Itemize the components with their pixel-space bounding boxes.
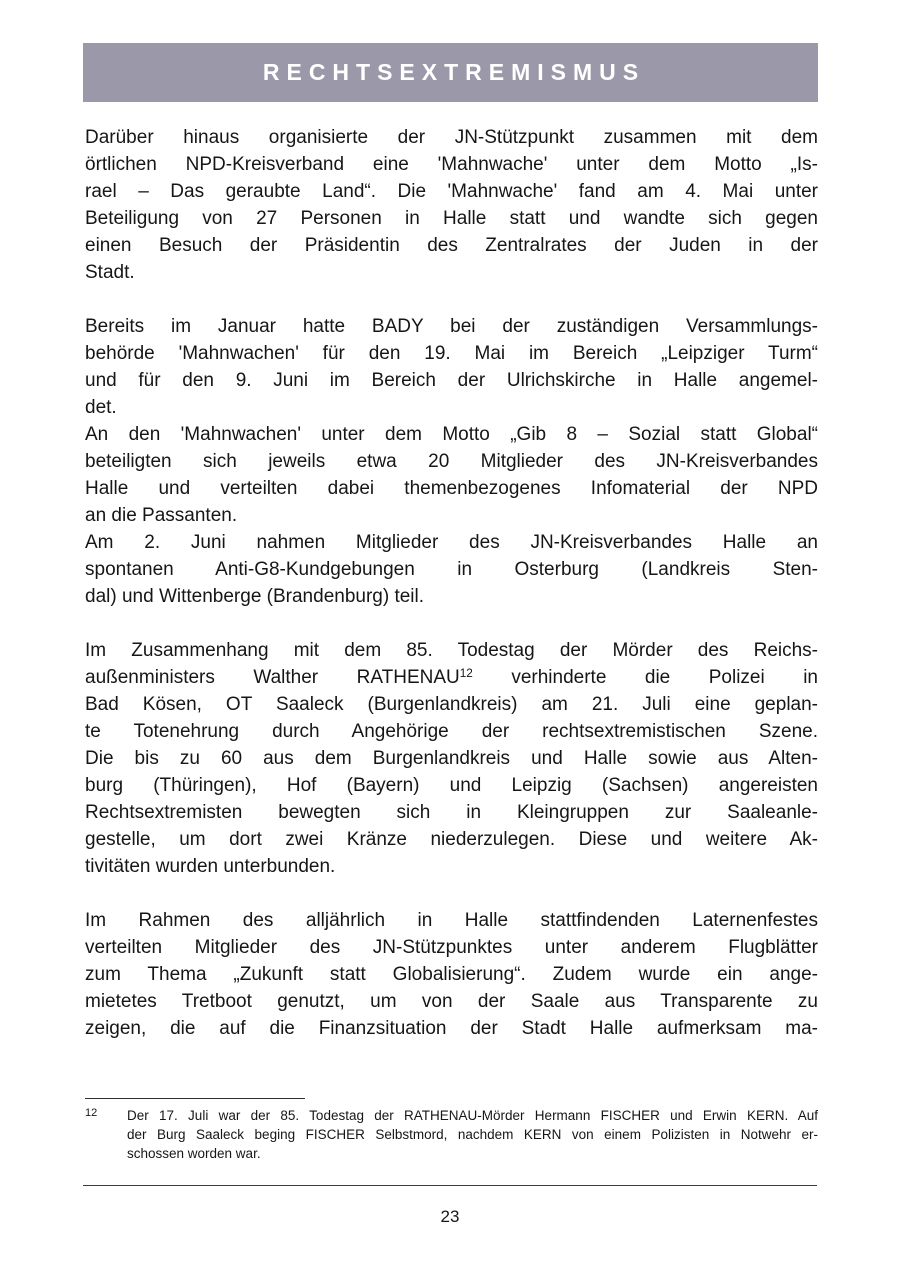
text-line: Rechtsextremisten bewegten sich in Kleingruppen zur Saaleanle- bbox=[85, 802, 818, 823]
text-line: schossen worden war. bbox=[127, 1146, 261, 1161]
text-line: tivitäten wurden unterbunden. bbox=[85, 856, 336, 877]
section-title: RECHTSEXTREMISMUS bbox=[262, 59, 646, 85]
text-line: gestelle, um dort zwei Kränze niederzulegen. Diese und weitere Ak- bbox=[85, 829, 818, 850]
footnote-number: 12 bbox=[85, 1107, 98, 1119]
footnote-area bbox=[85, 1098, 818, 1163]
text-line: mietetes Tretboot genutzt, um von der Saale aus Transparente zu bbox=[85, 991, 818, 1012]
text-line: te Totenehrung durch Angehörige der rechtsextremistischen Szene. bbox=[85, 721, 818, 742]
text-line: Stadt. bbox=[85, 262, 135, 283]
text-line: An den 'Mahnwachen' unter dem Motto „Gib 8 – Sozial statt Global“ bbox=[85, 424, 818, 445]
text-line: burg (Thüringen), Hof (Bayern) und Leipzig (Sachsen) angereisten bbox=[85, 775, 818, 796]
footnote-divider bbox=[85, 1098, 305, 1099]
paragraph bbox=[85, 907, 818, 1042]
text-line: an die Passanten. bbox=[85, 505, 238, 526]
text-line: Der 17. Juli war der 85. Todestag der RATHENAU-Mörder Hermann FISCHER und Erwin KERN. Auf bbox=[127, 1108, 818, 1123]
text-line: Beteiligung von 27 Personen in Halle statt und wandte sich gegen bbox=[85, 208, 818, 229]
text-line: Die bis zu 60 aus dem Burgenlandkreis und Halle sowie aus Alten- bbox=[85, 748, 818, 769]
text-line: zum Thema „Zukunft statt Globalisierung“. Zudem wurde ein ange- bbox=[85, 964, 818, 985]
text-line: örtlichen NPD-Kreisverband eine 'Mahnwache' unter dem Motto „Is- bbox=[85, 154, 818, 175]
text-line: Bad Kösen, OT Saaleck (Burgenlandkreis) am 21. Juli eine geplan- bbox=[85, 694, 818, 715]
text-line: Im Rahmen des alljährlich in Halle stattfindenden Laternenfestes bbox=[85, 910, 818, 931]
footnote-text bbox=[127, 1106, 818, 1163]
text-line: Am 2. Juni nahmen Mitglieder des JN-Kreisverbandes Halle an bbox=[85, 532, 818, 553]
page-number: 23 bbox=[440, 1207, 460, 1226]
text-line: Bereits im Januar hatte BADY bei der zuständigen Versammlungs- bbox=[85, 316, 818, 337]
text-line: außenministers Walther RATHENAU$^{12}$ verhinderte die Polizei in bbox=[85, 666, 818, 688]
text-line: der Burg Saaleck beging FISCHER Selbstmord, nachdem KERN von einem Polizisten in Notwehr er- bbox=[127, 1127, 818, 1142]
section-header-banner bbox=[83, 43, 818, 102]
text-line: verteilten Mitglieder des JN-Stützpunktes unter anderem Flugblätter bbox=[85, 937, 818, 958]
paragraph bbox=[85, 637, 818, 880]
paragraph bbox=[85, 124, 818, 286]
text-line: einen Besuch der Präsidentin des Zentralrates der Juden in der bbox=[85, 235, 818, 256]
body-text bbox=[85, 124, 818, 1042]
text-line: dal) und Wittenberge (Brandenburg) teil. bbox=[85, 586, 425, 607]
text-line: Darüber hinaus organisierte der JN-Stützpunkt zusammen mit dem bbox=[85, 127, 818, 148]
text-line: rael – Das geraubte Land“. Die 'Mahnwache' fand am 4. Mai unter bbox=[85, 181, 818, 202]
text-line: und für den 9. Juni im Bereich der Ulrichskirche in Halle angemel- bbox=[85, 370, 818, 391]
footnote bbox=[85, 1106, 818, 1163]
text-line: behörde 'Mahnwachen' für den 19. Mai im Bereich „Leipziger Turm“ bbox=[85, 343, 818, 364]
text-line: spontanen Anti-G8-Kundgebungen in Osterburg (Landkreis Sten- bbox=[85, 559, 818, 580]
text-line: beteiligten sich jeweils etwa 20 Mitglieder des JN-Kreisverbandes bbox=[85, 451, 818, 472]
text-line: zeigen, die auf die Finanzsituation der Stadt Halle aufmerksam ma- bbox=[85, 1018, 818, 1039]
text-line: Halle und verteilten dabei themenbezogenes Infomaterial der NPD bbox=[85, 478, 818, 499]
text-line: Im Zusammenhang mit dem 85. Todestag der Mörder des Reichs- bbox=[85, 640, 818, 661]
footer-rule bbox=[83, 1185, 817, 1186]
paragraph bbox=[85, 313, 818, 610]
text-line: det. bbox=[85, 397, 117, 418]
